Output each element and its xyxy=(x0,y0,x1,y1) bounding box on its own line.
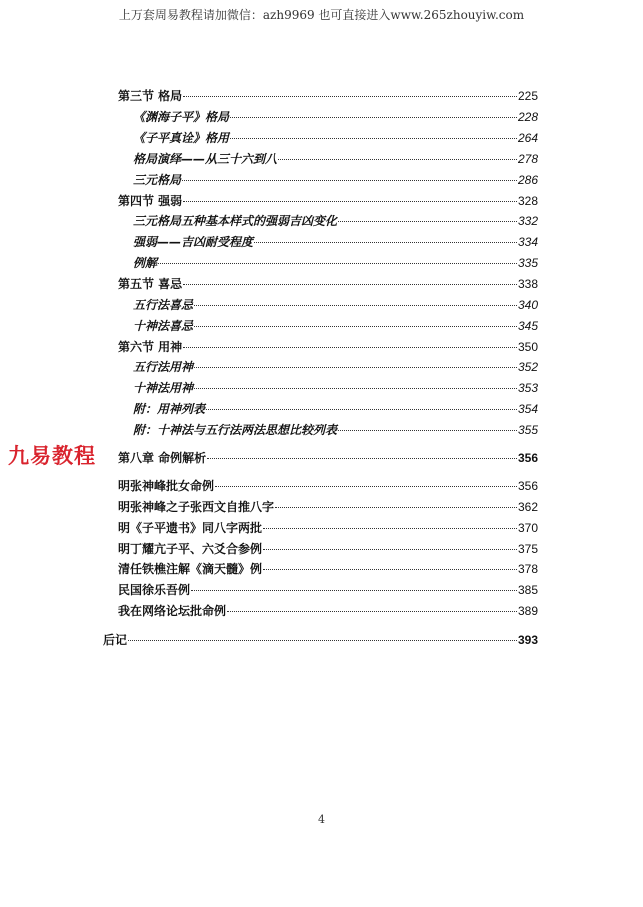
toc-entry[interactable] xyxy=(133,172,538,188)
toc-dot-leader xyxy=(263,528,517,529)
toc-entry-page: 286 xyxy=(517,173,538,187)
toc-entry-title: 第八章 命例解析 xyxy=(118,451,207,465)
toc-entry-page: 225 xyxy=(517,89,538,103)
toc-dot-leader xyxy=(128,640,517,641)
toc-entry[interactable] xyxy=(103,632,538,648)
toc-entry[interactable] xyxy=(133,380,538,396)
toc-entry-title: 明张神峰之子张西文自推八字 xyxy=(118,500,275,514)
toc-entry[interactable] xyxy=(133,213,538,229)
toc-entry-title: 第四节 强弱 xyxy=(118,194,183,208)
toc-entry-page: 389 xyxy=(517,604,538,618)
toc-dot-leader xyxy=(263,549,517,550)
toc-entry-title: 清任铁樵注解《滴天髓》例 xyxy=(118,562,263,576)
toc-entry-page: 354 xyxy=(517,402,538,416)
toc-entry[interactable] xyxy=(133,401,538,417)
toc-entry-page: 328 xyxy=(517,194,538,208)
toc-dot-leader xyxy=(338,430,517,431)
toc-entry-page: 375 xyxy=(517,542,538,556)
toc-dot-leader xyxy=(275,507,517,508)
toc-entry-title: 五行法喜忌 xyxy=(133,298,194,312)
toc-dot-leader xyxy=(227,611,517,612)
toc-entry-title: 附：用神列表 xyxy=(133,402,206,416)
toc-dot-leader xyxy=(194,326,517,327)
toc-entry-page: 345 xyxy=(517,319,538,333)
toc-entry-title: 后记 xyxy=(103,633,128,647)
toc-entry-title: 第三节 格局 xyxy=(118,89,183,103)
toc-dot-leader xyxy=(278,159,517,160)
toc-entry-title: 《渊海子平》格局 xyxy=(133,110,230,124)
toc-entry[interactable] xyxy=(118,582,538,598)
toc-dot-leader xyxy=(183,96,517,97)
toc-dot-leader xyxy=(194,388,517,389)
toc-dot-leader xyxy=(254,242,517,243)
toc-entry-page: 278 xyxy=(517,152,538,166)
toc-entry-page: 370 xyxy=(517,521,538,535)
toc-dot-leader xyxy=(182,180,517,181)
toc-entry[interactable] xyxy=(118,541,538,557)
toc-entry-page: 362 xyxy=(517,500,538,514)
toc-entry-title: 三元格局 xyxy=(133,173,182,187)
toc-entry[interactable] xyxy=(118,561,538,577)
toc-entry[interactable] xyxy=(133,297,538,313)
toc-dot-leader xyxy=(230,138,517,139)
toc-entry-title: 第五节 喜忌 xyxy=(118,277,183,291)
toc-entry[interactable] xyxy=(133,151,538,167)
toc-entry-title: 强弱——吉凶耐受程度 xyxy=(133,235,254,249)
toc-entry-title: 《子平真诠》格用 xyxy=(133,131,230,145)
toc-entry-title: 三元格局五种基本样式的强弱吉凶变化 xyxy=(133,214,338,228)
toc-dot-leader xyxy=(215,486,517,487)
toc-entry-title: 附：十神法与五行法两法思想比较列表 xyxy=(133,423,338,437)
toc-entry-page: 264 xyxy=(517,131,538,145)
toc-entry-page: 378 xyxy=(517,562,538,576)
toc-dot-leader xyxy=(183,284,517,285)
toc-dot-leader xyxy=(183,201,517,202)
toc-entry-page: 340 xyxy=(517,298,538,312)
toc-entry[interactable] xyxy=(118,193,538,209)
toc-entry-title: 明《子平遗书》同八字两批 xyxy=(118,521,263,535)
toc-entry-title: 五行法用神 xyxy=(133,360,194,374)
toc-entry-page: 355 xyxy=(517,423,538,437)
toc-entry-title: 明张神峰批女命例 xyxy=(118,479,215,493)
toc-entry[interactable] xyxy=(118,603,538,619)
toc-dot-leader xyxy=(207,458,517,459)
toc-entry[interactable] xyxy=(118,478,538,494)
toc-entry-page: 335 xyxy=(517,256,538,270)
toc-entry-page: 353 xyxy=(517,381,538,395)
toc-entry[interactable] xyxy=(118,499,538,515)
page-number: 4 xyxy=(318,813,325,826)
watermark-logo: 九易教程 xyxy=(8,444,96,468)
toc-entry[interactable] xyxy=(118,276,538,292)
toc-entry[interactable] xyxy=(118,520,538,536)
toc-entry[interactable] xyxy=(133,234,538,250)
toc-entry-title: 第六节 用神 xyxy=(118,340,183,354)
toc-dot-leader xyxy=(194,305,517,306)
toc-entry-page: 334 xyxy=(517,235,538,249)
toc-entry[interactable] xyxy=(133,130,538,146)
toc-dot-leader xyxy=(338,221,517,222)
toc-dot-leader xyxy=(191,590,517,591)
toc-entry-title: 例解 xyxy=(133,256,158,270)
toc-entry-page: 228 xyxy=(517,110,538,124)
toc-entry-page: 385 xyxy=(517,583,538,597)
toc-entry-title: 明丁耀亢子平、六爻合参例 xyxy=(118,542,263,556)
toc-entry-title: 十神法喜忌 xyxy=(133,319,194,333)
toc-dot-leader xyxy=(230,117,517,118)
toc-dot-leader xyxy=(194,367,517,368)
toc-dot-leader xyxy=(158,263,517,264)
toc-entry[interactable] xyxy=(133,318,538,334)
toc-entry-title: 民国徐乐吾例 xyxy=(118,583,191,597)
toc-dot-leader xyxy=(206,409,517,410)
toc-entry[interactable] xyxy=(118,450,538,466)
toc-entry-page: 332 xyxy=(517,214,538,228)
toc-entry[interactable] xyxy=(118,88,538,104)
toc-entry-page: 350 xyxy=(517,340,538,354)
toc-entry-page: 356 xyxy=(517,451,538,465)
toc-entry[interactable] xyxy=(118,339,538,355)
toc-entry-page: 393 xyxy=(517,633,538,647)
toc-dot-leader xyxy=(183,347,517,348)
toc-entry-page: 356 xyxy=(517,479,538,493)
toc-entry[interactable] xyxy=(133,109,538,125)
toc-entry-page: 338 xyxy=(517,277,538,291)
toc-entry-title: 格局演绎——从三十六到八 xyxy=(133,152,278,166)
toc-dot-leader xyxy=(263,569,517,570)
page-header-banner: 上万套周易教程请加微信：azh9969 也可直接进入www.265zhouyiw.com xyxy=(118,8,525,22)
toc-entry[interactable] xyxy=(133,422,538,438)
toc-entry-title: 我在网络论坛批命例 xyxy=(118,604,227,618)
toc-entry-title: 十神法用神 xyxy=(133,381,194,395)
toc-entry-page: 352 xyxy=(517,360,538,374)
toc-entry[interactable] xyxy=(133,255,538,271)
toc-entry[interactable] xyxy=(133,359,538,375)
